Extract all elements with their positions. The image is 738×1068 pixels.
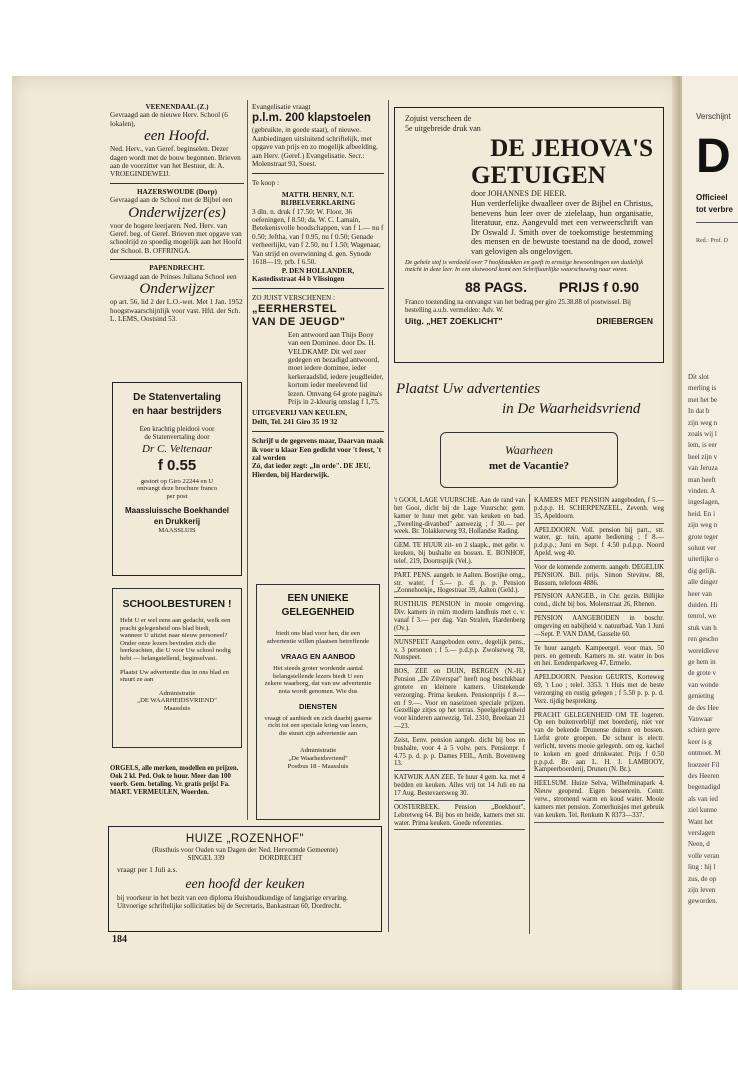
schoolbesturen-ad xyxy=(112,588,242,748)
vraag-aanbod-body: Het steeds groter wordende aantal belangstellende lezers biedt U een zekere waarborg, dat van uw advertentie nota wordt genomen. Wie dus xyxy=(264,665,372,695)
next-page-line: grote teger xyxy=(688,532,719,541)
jehova-pages: 88 PAGS. xyxy=(465,278,527,295)
vacation-listing: KATWIJK AAN ZEE. Te huur 4 gem. ka. met 4 bedden en keuken. Alles vrij tot 14 Juli en na 17 Aug. Bestevaersweg 30. xyxy=(394,774,525,801)
next-page-line: van Jeruza xyxy=(688,464,718,473)
schoolbesturen-p3: Administratie xyxy=(158,689,196,697)
vacation-listing: RUSTHUIS PENSION in mooie omgeving. Div. kamers in ruim modern landhuis met c. v. vanaf f 3.— per dag. Van Stralen, Hardenberg (Ov.). xyxy=(394,601,525,635)
waarheen-title: Waarheen xyxy=(505,443,553,457)
column-rule xyxy=(247,100,248,820)
veenendaal-role: een Hoofd. xyxy=(144,128,210,145)
next-page-line: heel zijn v xyxy=(688,452,718,461)
tekoop-heading: MATTH. HENRY, N.T. BIJBELVERKLARING xyxy=(280,190,356,208)
statenvertaling-ad xyxy=(112,382,242,576)
unieke-title: EEN UNIEKE xyxy=(287,593,349,604)
unieke-title2: GELEGENHEID xyxy=(281,607,355,618)
eerherstel-title2: VAN DE JEUGD" xyxy=(252,315,346,328)
jehova-franco: Franco toezending na ontvangst van het bedrag per giro 25.38.88 of postwissel. Bij bestelling a.u.b. vermelden: Adv. W. xyxy=(405,298,631,314)
vacation-listing: Zeist, Eenv. pension aangeb. dicht bij bos en bushalte, voor 4 à 5 volw. pers. Pensionpr. f 4.75 p. d. p. p. Dames FEIL, Arnh. Bovenweg 13. xyxy=(394,737,525,771)
orgels-ad: ORGELS, alle merken, modellen en prijzen. Ook 2 kl. Ped. Ook te huur. Meer dan 100 voorb. Gem. betaling. Vr. gratis prijs! Fa. MART. VERMEULEN, Woerden. xyxy=(110,765,239,796)
statenvertaling-title: De Statenvertaling xyxy=(133,392,221,403)
masthead-rule xyxy=(696,222,738,223)
next-page-line: vinden. A xyxy=(688,487,716,495)
next-page-line: In dat b xyxy=(688,407,710,416)
papendrecht-heading: PAPENDRECHT. xyxy=(149,264,205,273)
next-page-line: ziel kunne xyxy=(688,806,717,815)
next-page-line: Dit slot xyxy=(688,373,709,381)
statenvertaling-pay: gestort op Giro 22244 en U ontvangt deze brochure franco per post xyxy=(136,477,218,500)
papendrecht-text: Gevraagd aan de Prinses Juliana School een xyxy=(110,272,237,281)
tekoop-body: 3 dln. n. druk f 17.50; W. Floor, 36 oefeningen, f 8.50; da. W. C. Lamain, Betekenisvolle boodschappen, van f 1.— nu f 0.50; Jeftha, van f 0.95, nu f 0.50; Genade verheerlijkt, van f 2.50, nu f 1.50; Wagenaar, Van strijd en overwinning d. gen. Synode 1618—19, prb. f 6.50. xyxy=(252,207,384,267)
vacation-listing: Te huur aangeb. Kampeergel. voor max. 50 pers. en gemeub. Kamers m. str. water in bos en hei. Eendenparkweg 47, Ermelo. xyxy=(534,645,664,672)
vacation-listing: HEELSUM. Huize Selva, Wilhelminapark 4. Nieuw geopend. Eigen bessenrein. Centr. verw., stromend warm en koud water. Mooie kamers met pension. Zomerhuisjes met gebruik van keuken. Tel. Renkum K 8373—337. xyxy=(534,780,664,822)
next-page-line: hoezeer Fil xyxy=(688,760,720,769)
admin-line2: „De Waarheidsvriend" xyxy=(288,754,348,762)
column-1 xyxy=(110,103,244,323)
jehova-intro: Zojuist verscheen de xyxy=(405,114,472,123)
statenvertaling-sub: Een krachtig pleidooi voor de Statenvertaling door xyxy=(139,425,215,442)
next-page-line: schien gere xyxy=(688,726,720,735)
vacation-column-right xyxy=(534,497,664,826)
statenvertaling-publisher: Maassluissche Boekhandel xyxy=(124,505,230,515)
schoolbesturen-title: SCHOOLBESTUREN ! xyxy=(122,598,232,610)
jehovas-getuigen-ad xyxy=(394,107,664,363)
admin-line1: Administratie xyxy=(299,747,337,755)
column-2 xyxy=(252,103,384,479)
jehova-publisher: Uitg. „HET ZOEKLICHT" xyxy=(405,315,503,326)
vacation-listing: GEM. TE HUUR zit- en 2 slaapk., met gebr. v. keuken, bij bushalte en bossen. E. BONHOF, telef. 219, Doornspijk (Vel.). xyxy=(394,542,525,569)
page-gutter xyxy=(672,76,682,990)
veenendaal-body: Ned. Herv., van Geref. beginselen. Dezer dagen wordt met de bouw begonnen. Brieven aan de voorzitter van het Bestuur, dr. A. VROEGINDEWEIJ. xyxy=(110,145,241,179)
vacation-listing: NUNSPEET Aangeboden eenv., degelijk pens., v. 3 personen ; f 5.— p.d.p.p. Zwolseweg 78, Nunspeet. xyxy=(394,639,525,666)
next-page-line: ling : hij l xyxy=(688,863,716,872)
vacation-listing: APELDOORN. Voll. pension bij part., str. water, gr. tuin, aparte bediening ; f 8.— p.d.p.p.; Juni en Sept. f 4.50 p.d.p.p. Noord Apeld. weg 40. xyxy=(534,527,664,561)
unieke-gelegenheid-ad xyxy=(256,584,380,820)
next-page-line: de des Hee xyxy=(688,703,719,712)
next-page-line: Want het xyxy=(688,817,713,826)
divider xyxy=(110,183,244,184)
column-rule xyxy=(388,100,389,932)
divider xyxy=(252,288,384,289)
next-page-line: zoals wij l xyxy=(688,430,717,438)
next-page-line: alle dinger xyxy=(688,578,718,587)
statenvertaling-title2: en haar bestrijders xyxy=(132,406,222,417)
rozenhof-sub2: SINGEL 339 DORDRECHT xyxy=(187,854,303,862)
next-page-line: merling is xyxy=(688,384,717,393)
jehova-body: Hun verderfelijke dwaalleer over de Bijbel en Christus, benevens hun leer over de zielelaap, hun organisatie, literatuur, enz. Aangevuld met een verweerschrift van Dr Oswald J. Smith over de toekomstige bestemming des mensen en de bewuste toestand na de dood, zowel van gelovigen als ongelovigen. xyxy=(471,199,653,256)
papendrecht-role: Onderwijzer xyxy=(139,281,215,298)
statenvertaling-city: MAASSLUIS xyxy=(158,526,196,534)
next-page-line: verslagen xyxy=(688,829,715,837)
next-page-line: tenrol, we xyxy=(688,612,716,621)
next-page-line: Vanwaar xyxy=(688,715,713,723)
divider xyxy=(110,259,244,260)
rozenhof-title: HUIZE „ROZENHOF" xyxy=(185,833,305,845)
uitgeverij-address: Delft, Tel. 241 Giro 35 19 32 xyxy=(252,417,338,426)
admin-line3: Postbus 18 - Maassluis xyxy=(287,762,349,770)
next-page-line: man heeft xyxy=(688,475,716,484)
next-page-line: Neen, d xyxy=(688,840,710,849)
plaatst-line2: in De Waarheidsvriend xyxy=(502,401,641,417)
tekoop-label: Te koop : xyxy=(252,179,280,188)
eerherstel-body: Een antwoord aan Thijs Booy van een Dominee. door Ds. H. VELDKAMP. Dit wel zeer gedegen en bezadigd antwoord, moet iedere dominee, ieder kerkeraadslid, iedere jeugdleider, kortom ieder meelevend lid lezen. Omvang 64 grote pagina's Prijs in 2-kleurig omslag f 1,75. xyxy=(288,330,384,406)
vacation-listing: PENSION AANGEB., in Chr. gezin. Billijke cond., dicht bij bos. Molenstraat 26, Rhenen. xyxy=(534,593,664,612)
diensten-body: vraagt of aanbiedt en zich daarbij gaarne richt tot een speciale kring van lezers, die stuurt zijn advertentie aan xyxy=(264,714,372,737)
vacation-listing: PART. PENS. aangeb. te Aalten. Bosrijke omg., str. water, f 5.— p. d. p. p. Pension „Zonnehoekje„ Hogestraat 39, Aalten (Geld.). xyxy=(394,572,525,599)
next-page-line: zijn weg n xyxy=(688,418,718,427)
eerherstel-title: „EERHERSTEL xyxy=(252,302,337,315)
klapstoelen-body: (gebruikte, in goede staat), of nieuwe. Aanbiedingen uitsluitend schriftelijk, met opgave van prijs en zo mogelijk afbeelding, aan Herv. (Geref.) Evangelisatie. Secr.: Molenstraat 93, Soest. xyxy=(252,126,378,169)
statenvertaling-author: Dr C. Veltenaar xyxy=(142,442,212,455)
hazerswoude-role: Onderwijzer(es) xyxy=(128,204,226,221)
next-page-line: lem, is eer xyxy=(688,441,717,450)
tot-label: tot verbre xyxy=(696,205,733,214)
next-page-line: begenadigd xyxy=(688,783,721,792)
plaatst-line1: Plaatst Uw advertenties xyxy=(396,381,541,397)
zojuist-label: ZO JUIST VERSCHENEN : xyxy=(252,294,335,303)
next-page-line: geworden. xyxy=(688,897,718,906)
waarheen-subtitle: met de Vacantie? xyxy=(488,460,570,472)
next-page-line: heid. En i xyxy=(688,509,716,518)
next-page-line: als van ied xyxy=(688,794,718,803)
rozenhof-body: bij voorkeur in het bezit van een diploma Huishoudkundige of langjarige ervaring. Uitvoerige schriftelijke sollicitaties bij de Secretaris, Bankastraat 60, Dordrecht. xyxy=(117,894,348,910)
next-page-line: zijn leven xyxy=(688,886,716,894)
schoolbesturen-p2: Plaatst Uw advertentie dus in ons blad en stuurt ze aan xyxy=(120,668,229,684)
next-page-line: volle veran xyxy=(688,851,720,860)
hazerswoude-heading: HAZERSWOUDE (Dorp) xyxy=(136,187,218,196)
next-page-line: ingeslagen, xyxy=(688,498,720,507)
next-page-line: van wonde xyxy=(688,680,719,689)
tekoop-address: Kastedisstraat 44 b Vlissingen xyxy=(252,274,345,283)
vraag-aanbod-heading: VRAAG EN AANBOD xyxy=(280,652,356,662)
next-page-line: duiden. Hi xyxy=(688,601,718,609)
next-page-line: soluut ver xyxy=(688,544,716,552)
vacation-listing: PENSION AANGEBODEN in boschr. omgeving en nabijheid v. natuurbad. Van 1 Juni—Sept. P. VAN DAM, Gasselte 60. xyxy=(534,615,664,642)
masthead-letter: D xyxy=(696,130,731,183)
rozenhof-sub3: vraagt per 1 Juli a.s. xyxy=(117,865,178,874)
jehova-price: PRIJS f 0.90 xyxy=(558,278,639,295)
statenvertaling-price: f 0.55 xyxy=(157,456,197,474)
next-page-line: des Heeren xyxy=(688,772,720,780)
verschijnt-label: Verschijnt xyxy=(696,112,731,121)
jehova-city: DRIEBERGEN xyxy=(596,315,653,326)
waarheen-banner xyxy=(440,432,618,488)
jehova-title2: GETUIGEN xyxy=(471,162,606,189)
next-page-line: stuk van h xyxy=(688,623,717,632)
veenendaal-text: Gevraagd aan de nieuwe Herv. School (6 lokalen), xyxy=(110,111,228,128)
divider xyxy=(252,431,384,432)
officieel-label: Officieel xyxy=(696,193,728,202)
schoolbesturen-p5: Maassluis xyxy=(163,704,191,712)
rozenhof-role: een hoofd der keuken xyxy=(185,877,305,892)
page-number: 184 xyxy=(112,934,127,945)
uitgeverij-name: UITGEVERIJ VAN KEULEN, xyxy=(252,409,347,418)
tekoop-name: P. DEN HOLLANDER, xyxy=(281,266,355,275)
vacation-listing: PRACHT GELEGENHEID OM TE logeren. Op een buitenverblijf met boerderij, niet ver van de bekende Drunense duinen en bossen. Liefst grote groepen. De schuur is electr. verlicht, tevens mooie gelegenh. om eg. kachel te koken en goed drinkwater. Prijs f 0.50 p.p.p.d. Br. aan L. H. J. LAMBOOY, Kampeerboerderij, Drunen (N. Br.). xyxy=(534,712,664,778)
next-page-line: ge hem in xyxy=(688,658,716,666)
vacation-listing: Voor de komende zomerm. aangeb. DEGELIJK PENSION. Bill. prijs. Simon Stevinw. 88, Bussum, telefoon 4886. xyxy=(534,564,664,591)
next-page-line: ren gescho xyxy=(688,635,719,644)
klapstoelen-title: p.l.m. 200 klapstoelen xyxy=(252,112,371,125)
jehova-intro2: 5e uitgebreide druk van xyxy=(405,123,481,133)
next-page-line: zijn weg n xyxy=(688,521,718,530)
schrijf-text: Schrijf u de gegevens maar, Daarvan maak ik voor u klaar Een gedicht voor 't feest, 't zal worden xyxy=(252,437,384,462)
vacation-listing: BOS, ZEE en DUIN, BERGEN (N.-H.) Pension „De Zilverspar" heeft nog beschikbaar grotere en kleinere kamers. Uitstekende verzorging. Prima keuken. Pensionprijs f 8.— en f 9.—. Voor en naseizoen speciale prijzen. Gezellige zitjes op het terras. Speelgelegenheid voor kinderen aanwezig. Tel. 2310, Breelaan 21—23. xyxy=(394,668,525,734)
next-page-line: genieting xyxy=(688,692,715,701)
diensten-heading: DIENSTEN xyxy=(299,701,337,711)
next-page-fragment xyxy=(682,76,738,990)
schrijf-text2: Zó, dat ieder zegt: „In orde". DE JEU, Hierden, bij Harderwijk. xyxy=(252,462,371,479)
next-page-line: uiterlijke o xyxy=(688,555,719,564)
next-page-line: wereldleve xyxy=(688,646,719,655)
schoolbesturen-p4: „DE WAARHEIDSVRIEND" xyxy=(137,697,217,705)
jehova-title: DE JEHOVA'S xyxy=(490,135,653,162)
next-page-line: zus, de op xyxy=(688,874,717,883)
vacation-listing: KAMERS MET PENSION aangeboden, f 5.— p.d.p.p. H. SCHERPENZEEL, Zevenh. weg 35, Apeldoorn. xyxy=(534,497,664,524)
jehova-small: De gehele stof is verdeeld over 7 hoofdstukken en geeft in ernstige bewoordingen een duidelijk inzicht in deze leer. In een slotwoord komt een Schriftuurlijke waarschuwing naar voren. xyxy=(405,258,644,273)
rozenhof-sub1: (Rusthuis voor Ouden van Dagen der Ned. Hervormde Gemeente) xyxy=(152,846,338,854)
vacation-column-left xyxy=(394,497,525,833)
vacation-listing: 't GOOI, LAGE VUURSCHE. Aan de rand van het Gooi, dicht bij de Lage Vuursche: gem. kamer te huur met gebr. van keuken en bad. „Tweeling-divanbed" aanwezig ; f 30.— per week. Br. Tolakkerweg 93, Hollandse Rading. xyxy=(394,497,525,539)
vacation-listing: APELDOORN. Pension GEURTS, Korteweg 69, 't Loo ; telef. 3353. 't Huis met de beste verzorging en rustig gelegen ; f 5.50 p. p. p. d. Verz. tijdig bespreking. xyxy=(534,674,664,708)
rozenhof-ad xyxy=(108,826,382,932)
schoolbesturen-p1: Hebt U er wel eens aan gedacht, welk een pracht gelegenheid ons blad biedt, wanneer U uitziet naar nieuw personeel? Onder onze lezers bevinden zich die leerkrachten, die U voor Uw school nodig hebt — belangstellend, beginselvast. xyxy=(120,617,231,662)
column-rule xyxy=(529,494,530,934)
next-page-line: heer van xyxy=(688,589,712,598)
next-page-line: keer is g xyxy=(688,737,712,746)
next-page-line: de grote v xyxy=(688,669,716,678)
next-page-line: ontmoet. M xyxy=(688,749,721,758)
divider xyxy=(252,173,384,174)
vacation-listing: OOSTERBEEK. Pension „Boekhout", Lebretweg 64. Bij bos en heide, kamers met str. water. Prima keuken. Goede referenties. xyxy=(394,804,525,831)
next-page-line: met het be xyxy=(688,395,718,404)
next-page-line: dig gelijk. xyxy=(688,566,717,575)
jehova-author: door JOHANNES DE HEER. xyxy=(471,189,567,198)
unieke-body: biedt ons blad voor hen, die een advertentie willen plaatsen betreffende xyxy=(266,630,370,645)
papendrecht-body: op art. 56, lid 2 der L.O.-wet. Met 1 Jan. 1952 hoogstwaarschijnlijk voor vast. Hfd. der Sch. L. LEMS, Oostsind 53. xyxy=(110,298,243,323)
hazerswoude-body: voor de hogere leerjaren. Ned. Herv. van Geref. beg. of Geref. Brieven met opgave van schoolrijd zo spoedig mogelijk aan het Hoofd der School. B. OFFRINGA. xyxy=(110,221,242,255)
red-label: Red.: Prof. D xyxy=(696,238,728,244)
evangelisatie-label: Evangelisatie vraagt xyxy=(252,103,311,111)
statenvertaling-publisher2: en Drukkerij xyxy=(153,516,201,526)
hazerswoude-text: Gevraagd aan de School met de Bijbel een xyxy=(110,196,233,205)
veenendaal-heading: VEENENDAAL (Z.) xyxy=(145,103,209,111)
